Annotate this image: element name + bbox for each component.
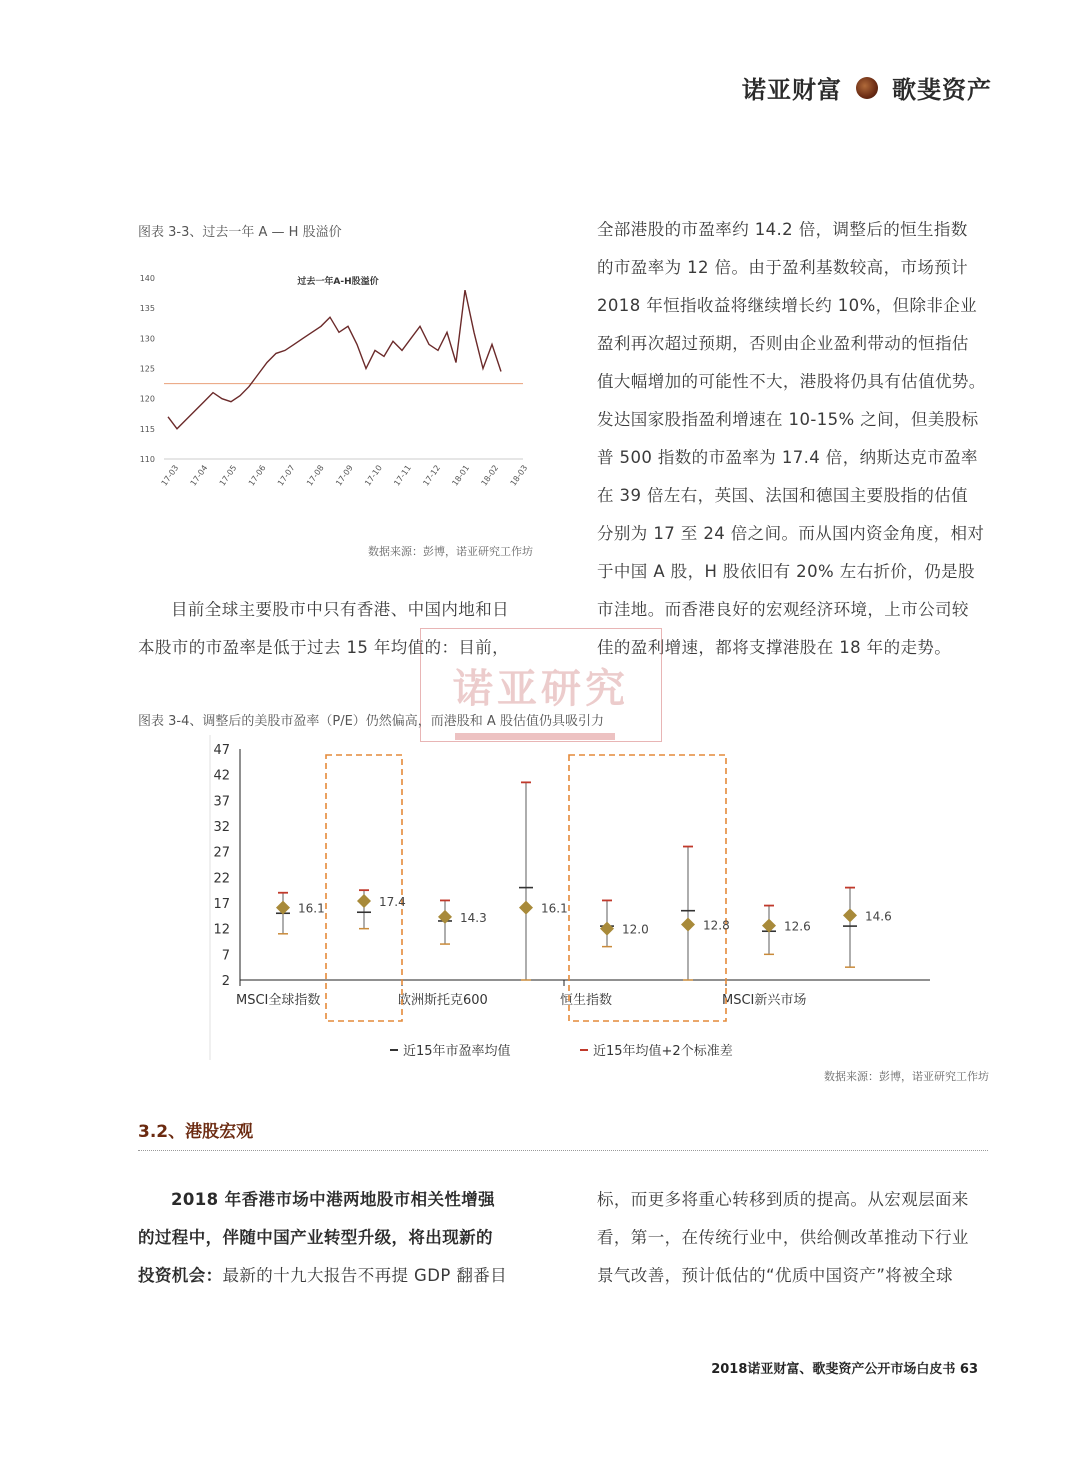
section-title: 3.2、港股宏观	[138, 1122, 254, 1142]
x-tick-label: 17-12	[421, 463, 443, 488]
pe-valuation-chart	[200, 735, 940, 1065]
current-pe-marker	[600, 922, 614, 936]
right-line: 全部港股的市盈率约 14.2 倍，调整后的恒生指数	[597, 220, 968, 239]
category-label: MSCI新兴市场	[722, 993, 807, 1008]
figure1-source: 数据来源：彭博，诺亚研究工作坊	[368, 545, 533, 558]
section-divider	[138, 1150, 988, 1151]
y-tick-label: 22	[213, 871, 230, 887]
right-line: 值大幅增加的可能性不大，港股将仍具有估值优势。	[597, 372, 986, 391]
right-line: 于中国 A 股，H 股依旧有 20% 左右折价，仍是股	[597, 562, 975, 581]
y-tick-label: 125	[139, 364, 155, 374]
bottom-left-line-2: 的过程中，伴随中国产业转型升级，将出现新的	[138, 1228, 493, 1247]
x-tick-label: 17-03	[159, 463, 181, 488]
y-tick-label: 115	[139, 424, 155, 434]
figure2-source: 数据来源：彭博，诺亚研究工作坊	[824, 1070, 989, 1083]
left-line-1: 目前全球主要股市中只有香港、中国内地和日	[171, 600, 509, 619]
ah-premium-chart	[138, 262, 538, 502]
highlight-box	[569, 755, 726, 1021]
bottom-left-paragraph	[138, 1181, 530, 1295]
current-pe-label: 14.6	[865, 909, 892, 924]
y-tick-label: 32	[213, 820, 230, 835]
y-tick-label: 17	[213, 897, 230, 912]
bottom-left-line-3-bold: 投资机会：	[138, 1266, 223, 1285]
right-line: 发达国家股指盈利增速在 10-15% 之间，但美股标	[597, 410, 979, 429]
current-pe-marker	[681, 918, 695, 932]
logo-icon	[856, 77, 878, 99]
y-tick-label: 140	[139, 274, 155, 283]
current-pe-label: 12.0	[622, 922, 649, 937]
x-tick-label: 17-10	[363, 463, 384, 488]
x-tick-label: 17-07	[275, 463, 297, 488]
brand-noah: 诺亚财富	[742, 76, 842, 104]
right-line: 普 500 指数的市盈率为 17.4 倍，纳斯达克市盈率	[597, 448, 978, 467]
current-pe-label: 12.6	[784, 919, 811, 934]
current-pe-marker	[843, 908, 857, 922]
right-line: 市洼地。而香港良好的宏观经济环境，上市公司较	[597, 600, 969, 619]
left-line-2: 本股市的市盈率是低于过去 15 年均值的：目前，	[138, 638, 510, 657]
x-tick-label: 17-11	[392, 463, 413, 488]
right-line: 在 39 倍左右，英国、法国和德国主要股指的估值	[597, 486, 969, 505]
x-tick-label: 17-08	[305, 463, 326, 488]
x-tick-label: 17-04	[188, 463, 210, 488]
x-tick-label: 17-09	[334, 463, 355, 488]
premium-series-line	[168, 290, 501, 429]
right-line: 盈利再次超过预期，否则由企业盈利带动的恒指估	[597, 334, 969, 353]
right-line: 2018 年恒指收益将继续增长约 10%，但除非企业	[597, 296, 978, 315]
y-tick-label: 2	[221, 974, 230, 989]
y-tick-label: 47	[213, 743, 230, 758]
x-tick-label: 17-06	[246, 463, 268, 488]
page-footer: 2018诺亚财富、歌斐资产公开市场白皮书 63	[711, 1362, 978, 1377]
chart-title: 过去一年A-H股溢价	[297, 277, 379, 287]
current-pe-label: 16.1	[541, 901, 568, 916]
x-tick-label: 18-03	[508, 463, 530, 488]
current-pe-label: 16.1	[298, 901, 325, 916]
current-pe-label: 12.8	[703, 918, 730, 933]
legend-upper-label: 近15年均值+2个标准差	[593, 1044, 733, 1059]
brand-gopher: 歌斐资产	[892, 76, 992, 104]
y-tick-label: 135	[139, 304, 155, 314]
right-line: 佳的盈利增速，都将支撑港股在 18 年的走势。	[597, 638, 952, 657]
category-label: MSCI全球指数	[236, 993, 321, 1008]
y-tick-label: 110	[139, 455, 155, 464]
category-label: 欧洲斯托克600	[398, 993, 488, 1008]
y-tick-label: 120	[139, 394, 155, 404]
highlight-box	[326, 755, 402, 1021]
brand-header	[742, 70, 992, 105]
y-tick-label: 37	[213, 794, 230, 810]
figure1-caption: 图表 3-3、过去一年 A — H 股溢价	[138, 225, 342, 240]
right-line: 的市盈率为 12 倍。由于盈利基数较高，市场预计	[597, 258, 969, 277]
y-tick-label: 130	[139, 334, 155, 344]
bottom-left-line-1: 2018 年香港市场中港两地股市相关性增强	[171, 1190, 496, 1209]
y-tick-label: 42	[213, 768, 230, 784]
current-pe-label: 14.3	[460, 910, 487, 925]
y-tick-label: 12	[213, 922, 230, 938]
current-pe-marker	[357, 894, 371, 908]
bottom-right-line-1: 标，而更多将重心转移到质的提高。从宏观层面来	[597, 1190, 969, 1209]
bottom-right-paragraph	[597, 1181, 989, 1295]
current-pe-marker	[519, 901, 533, 915]
x-tick-label: 18-01	[450, 463, 472, 488]
y-tick-label: 7	[221, 948, 230, 964]
current-pe-label: 17.4	[379, 894, 406, 909]
category-label: 恒生指数	[560, 993, 613, 1008]
x-tick-label: 18-02	[479, 463, 501, 488]
x-tick-label: 17-05	[217, 463, 239, 488]
right-line: 分别为 17 至 24 倍之间。而从国内资金角度，相对	[597, 524, 985, 543]
bottom-right-line-3: 景气改善，预计低估的“优质中国资产”将被全球	[597, 1266, 953, 1285]
watermark-text: 诺亚研究	[453, 665, 629, 712]
right-column-text	[597, 211, 989, 667]
legend-mean-label: 近15年市盈率均值	[403, 1044, 511, 1059]
bottom-left-line-3-rest: 最新的十九大报告不再提 GDP 翻番目	[222, 1266, 508, 1285]
bottom-right-line-2: 看，第一，在传统行业中，供给侧改革推动下行业	[597, 1228, 969, 1247]
figure2-caption: 图表 3-4、调整后的美股市盈率（P/E）仍然偏高，而港股和 A 股估值仍具吸引力	[138, 714, 604, 729]
bottom-left-line-3	[138, 1257, 530, 1295]
y-tick-label: 27	[213, 845, 230, 861]
